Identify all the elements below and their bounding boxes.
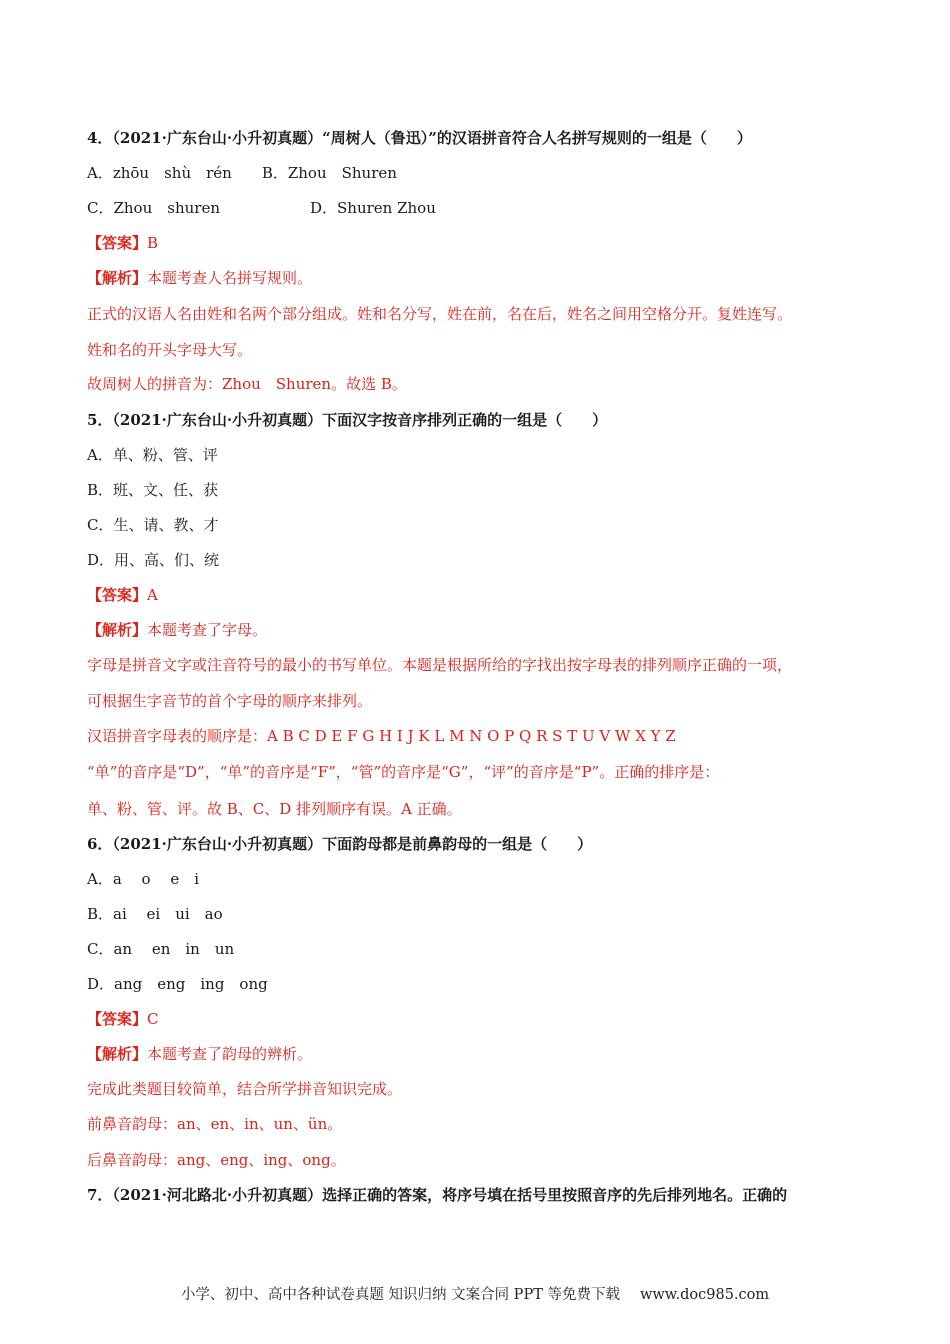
question-5-analysis-line: 汉语拼音字母表的顺序是：A B C D E F G H I J K L M N O P Q R S T U V W X Y Z [87,727,676,745]
question-5-option-c: C．生、请、教、才 [87,516,219,534]
answer-tag: 【答案】 [87,586,148,604]
question-6-option-b: B．ai ei ui ao [87,905,223,923]
question-4-analysis [87,267,877,289]
question-6-option-a: A．a o e i [87,870,200,888]
question-6-option-c: C．an en in un [87,940,235,958]
question-4-analysis-line: 故周树人的拼音为：Zhou Shuren。故选 B。 [87,375,407,393]
analysis-tag: 【解析】 [87,269,148,287]
answer-tag: 【答案】 [87,234,148,252]
question-5-analysis-line: 单、粉、管、评。故 B、C、D 排列顺序有误。A 正确。 [87,800,462,818]
question-5-title: 5．（2021·广东台山·小升初真题）下面汉字按音序排列正确的一组是（ ） [87,411,608,429]
question-4-title: 4．（2021·广东台山·小升初真题）“周树人（鲁迅）”的汉语拼音符合人名拼写规则的一组是（ ） [87,129,752,147]
answer-value: A [147,586,158,604]
question-6-answer [87,1008,877,1030]
question-5-option-b: B．班、文、任、获 [87,481,219,499]
answer-tag: 【答案】 [87,1010,148,1028]
question-5-answer [87,584,877,606]
question-7-title: 7．（2021·河北路北·小升初真题）选择正确的答案，将序号填在括号里按照音序的先后排列地名。正确的 [87,1186,788,1204]
question-5-analysis-line: 可根据生字音节的首个字母的顺序来排列。 [87,692,373,710]
question-4-option-line-1: A．zhōu shù rén B．Zhou Shuren [87,164,397,182]
analysis-tag: 【解析】 [87,621,148,639]
question-4-option-line-2: C．Zhou shuren D．Shuren Zhou [87,199,436,217]
question-5-option-a: A．单、粉、管、评 [87,446,218,464]
question-4-analysis-line: 正式的汉语人名由姓和名两个部分组成。姓和名分写，姓在前，名在后，姓名之间用空格分开。复姓连写。 [87,305,793,323]
analysis-text: 本题考查了字母。 [147,621,268,639]
question-4-answer [87,232,877,254]
question-6-option-d: D．ang eng ing ong [87,975,268,993]
footer-text: 小学、初中、高中各种试卷真题 知识归纳 文案合同 PPT 等免费下载 [180,1287,620,1303]
page-footer [0,1284,950,1306]
question-6-analysis-line: 后鼻音韵母：ang、eng、ing、ong。 [87,1151,346,1169]
answer-value: C [147,1010,159,1028]
question-5-analysis [87,619,877,641]
analysis-text: 本题考查了韵母的辨析。 [147,1045,313,1063]
question-4-analysis-line: 姓和名的开头字母大写。 [87,341,253,359]
question-5-option-d: D．用、高、们、统 [87,551,220,569]
question-6-analysis [87,1043,877,1065]
question-5-analysis-line: “单”的音序是“D”，“单”的音序是“F”，“管”的音序是“G”，“评”的音序是“P”。正确的排序是： [87,763,720,781]
analysis-tag: 【解析】 [87,1045,148,1063]
footer-link[interactable]: www.doc985.com [639,1287,770,1303]
question-5-analysis-line: 字母是拼音文字或注音符号的最小的书写单位。本题是根据所给的字找出按字母表的排列顺序正确的一项， [87,656,793,674]
question-6-analysis-line: 前鼻音韵母：an、en、in、un、ün。 [87,1115,343,1133]
question-6-analysis-line: 完成此类题目较简单，结合所学拼音知识完成。 [87,1080,403,1098]
answer-value: B [147,234,159,252]
question-6-title: 6．（2021·广东台山·小升初真题）下面韵母都是前鼻韵母的一组是（ ） [87,835,593,853]
analysis-text: 本题考查人名拼写规则。 [147,269,313,287]
